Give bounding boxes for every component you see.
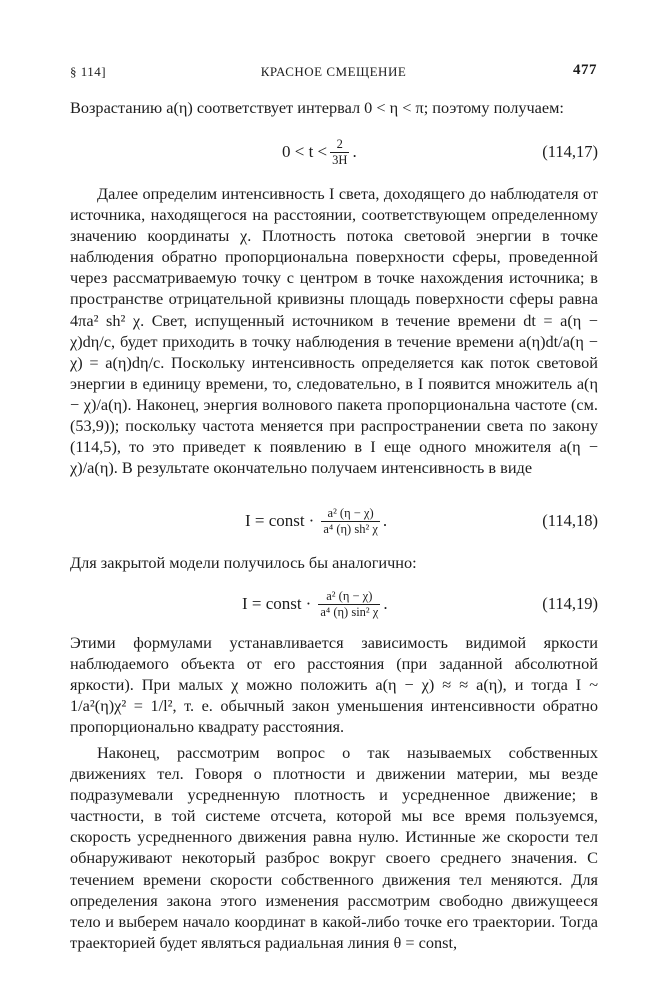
section-marker: § 114] (70, 64, 107, 79)
fraction (318, 589, 380, 620)
fraction-numerator: a² (η − χ) (327, 505, 374, 520)
paragraph-proper-motion (70, 742, 598, 953)
fraction (321, 506, 380, 537)
paragraph-intensity (70, 183, 598, 478)
page-header (70, 60, 597, 82)
running-title: КРАСНОЕ СМЕЩЕНИЕ (260, 64, 407, 79)
paragraph-brightness (70, 632, 598, 737)
formula-lhs: I = const (242, 594, 302, 613)
fraction-numerator: a² (η − χ) (326, 588, 373, 603)
formula-114-18 (245, 499, 387, 543)
multiplication-dot: · (305, 594, 312, 613)
formula-tail: . (382, 511, 388, 530)
formula-lhs: 0 < t < (282, 142, 328, 161)
fraction-denominator: a⁴ (η) sh² χ (323, 521, 378, 536)
formula-tail: . (352, 142, 357, 161)
intro-text (70, 97, 598, 118)
fraction-numerator: 2 (336, 136, 343, 151)
fraction (330, 137, 349, 168)
paragraph-3: Наконец, рассмотрим вопрос о так называемых собственных движениях тел. Говоря о плотности и движении материи, мы везде подразумевали усредненную плотность и усредненное движение; в частности, в той системе отсчета, которой мы все время пользуемся, скорость усредненного движения равна нулю. Истинные же скорости тел обнаруживают некоторый разброс вокруг своего среднего значения. С течением времени скорости собственного движения тел меняются. Для определения закона этого изменения рассмотрим свободно движущееся тело и выберем начало координат в какой-либо точке его траектории. Тогда траекторией будет являться радиальная линия θ = const, (70, 743, 598, 952)
fraction-denominator: a⁴ (η) sin² χ (320, 604, 379, 619)
closed-model-text (70, 552, 598, 573)
intro-paragraph: Возрастанию a(η) соответствует интервал 0 < η < π; поэтому получаем: (70, 98, 564, 117)
paragraph-2: Этими формулами устанавливается зависимость видимой яркости наблюдаемого объекта от его расстояния (при заданной абсолютной яркости). При малых χ можно положить a(η − χ) ≈ ≈ a(η), и тогда I ~ 1/a²(η)χ² = 1/l², т. е. обычный закон уменьшения интенсивности обратно пропорционально квадрату расстояния. (70, 633, 598, 737)
formula-114-19 (242, 582, 388, 626)
equation-number: (114,17) (542, 142, 598, 161)
equation-114-17 (70, 130, 598, 174)
formula-tail: . (383, 594, 388, 613)
fraction-denominator: 3H (332, 152, 348, 167)
formula-lhs: I = const (245, 511, 305, 530)
multiplication-dot: · (308, 511, 315, 530)
equation-number: (114,19) (542, 594, 598, 613)
page-number: 477 (573, 62, 597, 78)
equation-number: (114,18) (542, 511, 598, 530)
closed-model-line: Для закрытой модели получилось бы аналогично: (70, 553, 417, 572)
paragraph-1: Далее определим интенсивность I света, доходящего до наблюдателя от источника, находящегося на расстоянии, соответствующем определенному значению координаты χ. Плотность потока световой энергии в точке наблюдения обратно пропорциональна поверхности сферы, проведенной через рассматриваемую точку с центром в точке нахождения источника; в пространстве отрицательной кривизны площадь поверхности сферы равна 4πa² sh² χ. Свет, испущенный источником в течение времени dt = a(η − χ)dη/c, будет приходить в точку наблюдения в течение времени a(η)dt/a(η − χ) = a(η)dη/c. Поскольку интенсивность определяется как поток световой энергии в единицу времени, то, следовательно, в I появится множитель a(η − χ)/a(η). Наконец, энергия волнового пакета пропорциональна частоте (см. (53,9)); поскольку частота меняется при распространении света по закону (114,5), то это приведет к появлению в I еще одного множителя a(η − χ)/a(η). В результате окончательно получаем интенсивность в виде (70, 184, 598, 478)
equation-114-18 (70, 499, 598, 543)
equation-114-19 (70, 582, 598, 626)
formula-114-17 (282, 130, 357, 174)
